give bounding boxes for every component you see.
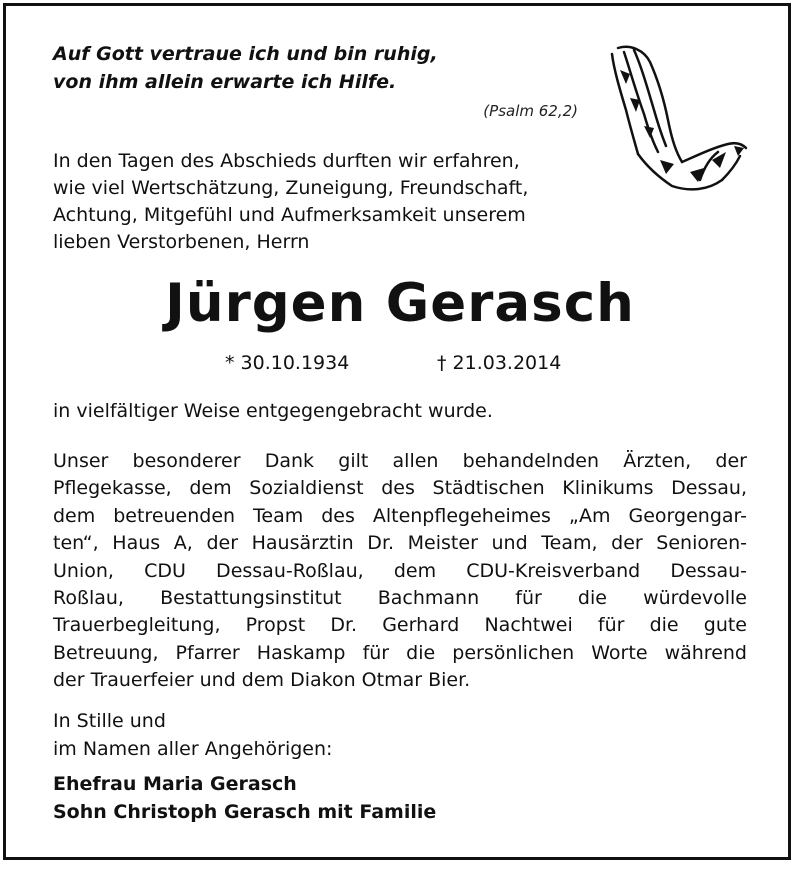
received-line: in vielfältiger Weise entgegengebracht wurde. [53,400,493,422]
thanks-line: ten“, Haus A, der Hausärztin Dr. Meister und Team, der Senioren- [53,532,747,555]
closing [53,707,332,763]
verse-line-1: Auf Gott vertraue ich und bin ruhig, [53,43,438,65]
thanks-line: Unser besonderer Dank gilt allen behandelnden Ärzten, der [53,450,747,472]
family-line-1: Ehefrau Maria Gerasch [53,773,297,795]
bible-verse [53,40,438,96]
death-date: † 21.03.2014 [437,352,562,374]
intro-line: In den Tagen des Abschieds durften wir erfahren, [53,150,520,172]
thanks-line: Betreuung, Pfarrer Haskamp für die persönlichen Worte während [53,641,747,664]
closing-line-2: im Namen aller Angehörigen: [53,738,333,760]
thanks-line: Union, CDU Dessau-Roßlau, dem CDU-Kreisverband Dessau- [53,559,747,582]
thanks-line: Trauerbegleitung, Propst Dr. Gerhard Nachtwei für die gute [53,614,747,637]
intro-line: wie viel Wertschätzung, Zuneigung, Freundschaft, [53,177,529,199]
family-line-2: Sohn Christoph Gerasch mit Familie [53,801,437,823]
deceased-name: Jürgen Gerasch [165,273,635,334]
verse-reference: (Psalm 62,2) [483,102,578,120]
thanks-paragraph [53,448,747,695]
praying-hands-icon [600,40,750,200]
thanks-line: dem betreuenden Team des Altenpflegeheimes „Am Georgengar- [53,504,747,527]
birth-date: * 30.10.1934 [225,352,350,374]
family-signature [53,770,436,826]
closing-line-1: In Stille und [53,710,166,732]
intro-line: lieben Verstorbenen, Herrn [53,231,310,253]
intro-paragraph [53,148,593,256]
thanks-line: Roßlau, Bestattungsinstitut Bachmann für die würdevolle [53,587,747,610]
intro-line: Achtung, Mitgefühl und Aufmerksamkeit unserem [53,204,526,226]
verse-line-2: von ihm allein erwarte ich Hilfe. [53,71,397,93]
thanks-line: Pflegekasse, dem Sozialdienst des Städtischen Klinikums Dessau, [53,477,747,500]
thanks-line: der Trauerfeier und dem Diakon Otmar Bier. [53,669,471,692]
